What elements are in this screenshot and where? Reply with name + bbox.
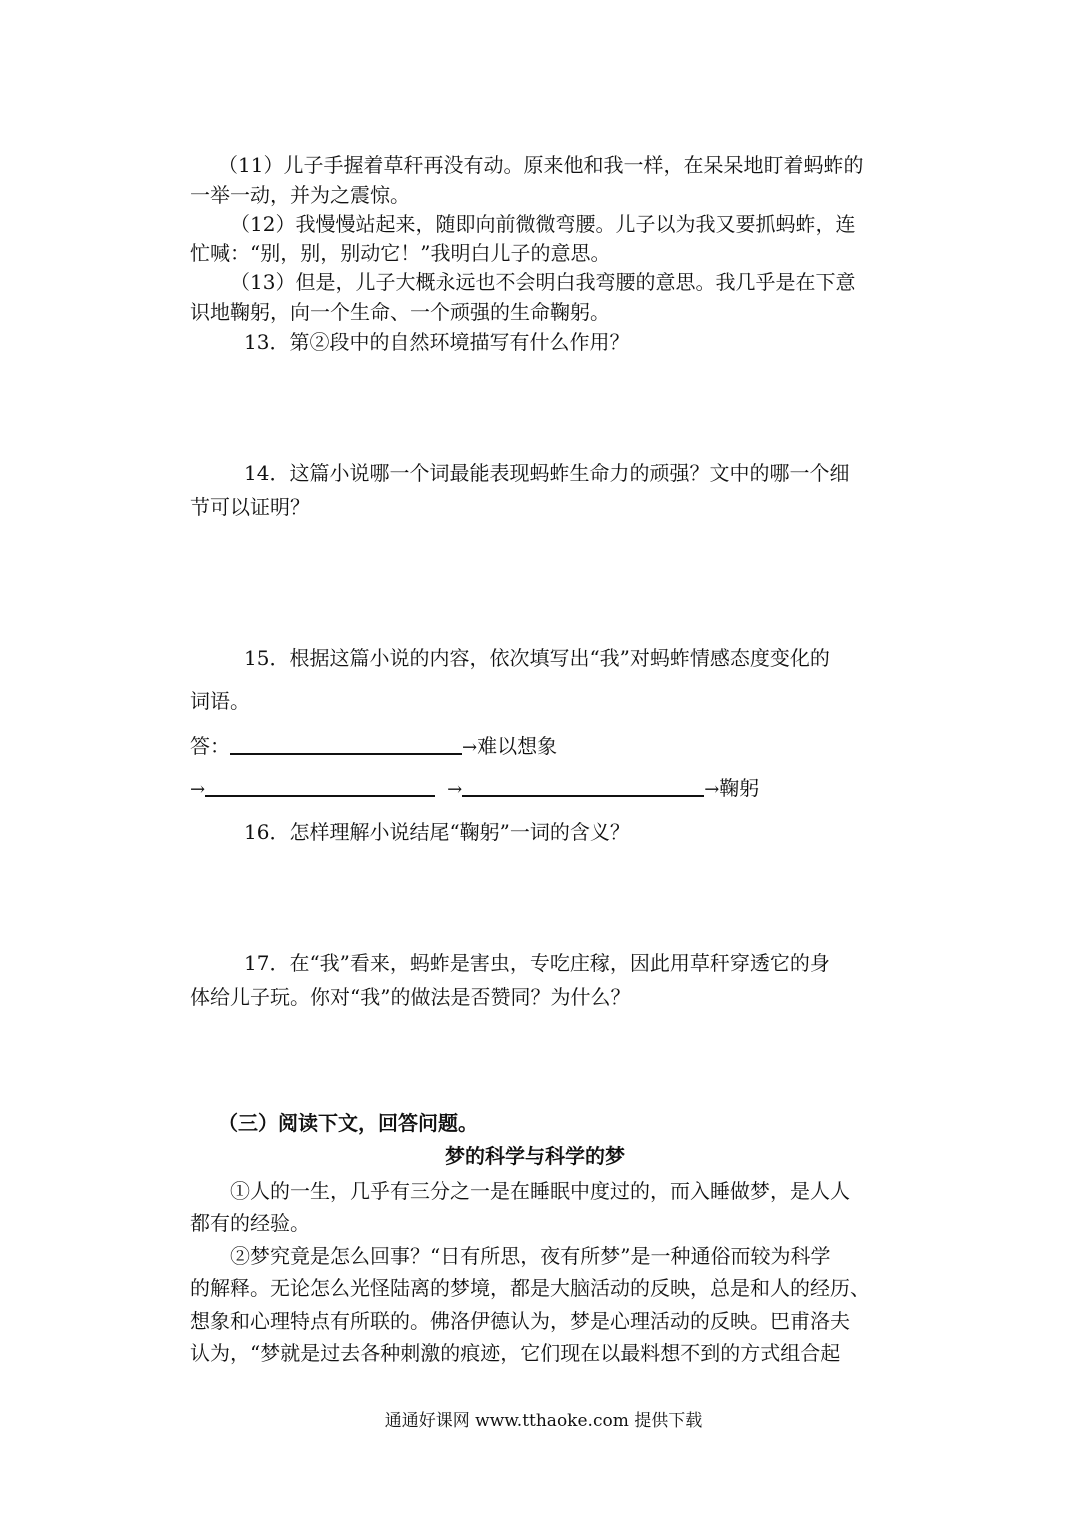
arrow-icon: → (704, 779, 720, 800)
q15-answer-row-1 (190, 731, 557, 763)
paragraph-11-line-2: 一举一动，并为之震惊。 (190, 183, 410, 207)
paragraph-13-line-1: （13）但是，儿子大概永远也不会明白我弯腰的意思。我几乎是在下意 (230, 270, 856, 294)
article-p2-line-3: 想象和心理特点有所联的。佛洛伊德认为，梦是心理活动的反映。巴甫洛夫 (190, 1309, 850, 1333)
q15-answer-row-2 (190, 773, 759, 805)
answer-term-1: 难以想象 (477, 734, 558, 758)
question-17-line-2: 体给儿子玩。你对“我”的做法是否赞同？为什么？ (190, 985, 631, 1009)
question-15-line-2: 词语。 (190, 689, 250, 713)
arrow-icon: → (190, 779, 206, 800)
arrow-icon: → (447, 779, 463, 800)
article-p1-line-1: ①人的一生，几乎有三分之一是在睡眠中度过的，而入睡做梦，是人人 (230, 1179, 850, 1203)
arrow-icon: → (462, 737, 478, 758)
section-heading: （三）阅读下文，回答问题。 (218, 1111, 478, 1135)
article-p2-line-1: ②梦究竟是怎么回事？“日有所思，夜有所梦”是一种通俗而较为科学 (230, 1244, 831, 1268)
question-14-line-2: 节可以证明？ (190, 495, 310, 519)
paragraph-13-line-2: 识地鞠躬，向一个生命、一个顽强的生命鞠躬。 (190, 300, 610, 324)
question-15-line-1: 15．根据这篇小说的内容，依次填写出“我”对蚂蚱情感态度变化的 (244, 646, 830, 670)
paragraph-12-line-2: 忙喊：“别，别，别动它！”我明白儿子的意思。 (190, 241, 611, 265)
question-14-line-1: 14．这篇小说哪一个词最能表现蚂蚱生命力的顽强？文中的哪一个细 (244, 461, 850, 485)
question-13: 13．第②段中的自然环境描写有什么作用？ (244, 330, 630, 354)
question-16: 16．怎样理解小说结尾“鞠躬”一词的含义？ (244, 820, 630, 844)
answer-blank-1[interactable] (230, 753, 462, 755)
answer-blank-2[interactable] (205, 795, 435, 797)
article-p2-line-4: 认为，“梦就是过去各种刺激的痕迹，它们现在以最料想不到的方式组合起 (190, 1341, 841, 1365)
article-p1-line-2: 都有的经验。 (190, 1211, 310, 1235)
answer-term-2: 鞠躬 (719, 776, 760, 800)
question-17-line-1: 17．在“我”看来，蚂蚱是害虫，专吃庄稼，因此用草秆穿透它的身 (244, 951, 830, 975)
article-title: 梦的科学与科学的梦 (445, 1144, 625, 1168)
answer-blank-3[interactable] (462, 795, 704, 797)
article-p2-line-2: 的解释。无论怎么光怪陆离的梦境，都是大脑活动的反映，总是和人的经历、 (190, 1276, 870, 1300)
paragraph-12-line-1: （12）我慢慢站起来，随即向前微微弯腰。儿子以为我又要抓蚂蚱，连 (230, 212, 856, 236)
page-footer: 通通好课网 www.tthaoke.com 提供下载 (384, 1411, 703, 1431)
answer-prefix: 答： (190, 734, 230, 758)
paragraph-11-line-1: （11）儿子手握着草秆再没有动。原来他和我一样，在呆呆地盯着蚂蚱的 (218, 153, 864, 177)
